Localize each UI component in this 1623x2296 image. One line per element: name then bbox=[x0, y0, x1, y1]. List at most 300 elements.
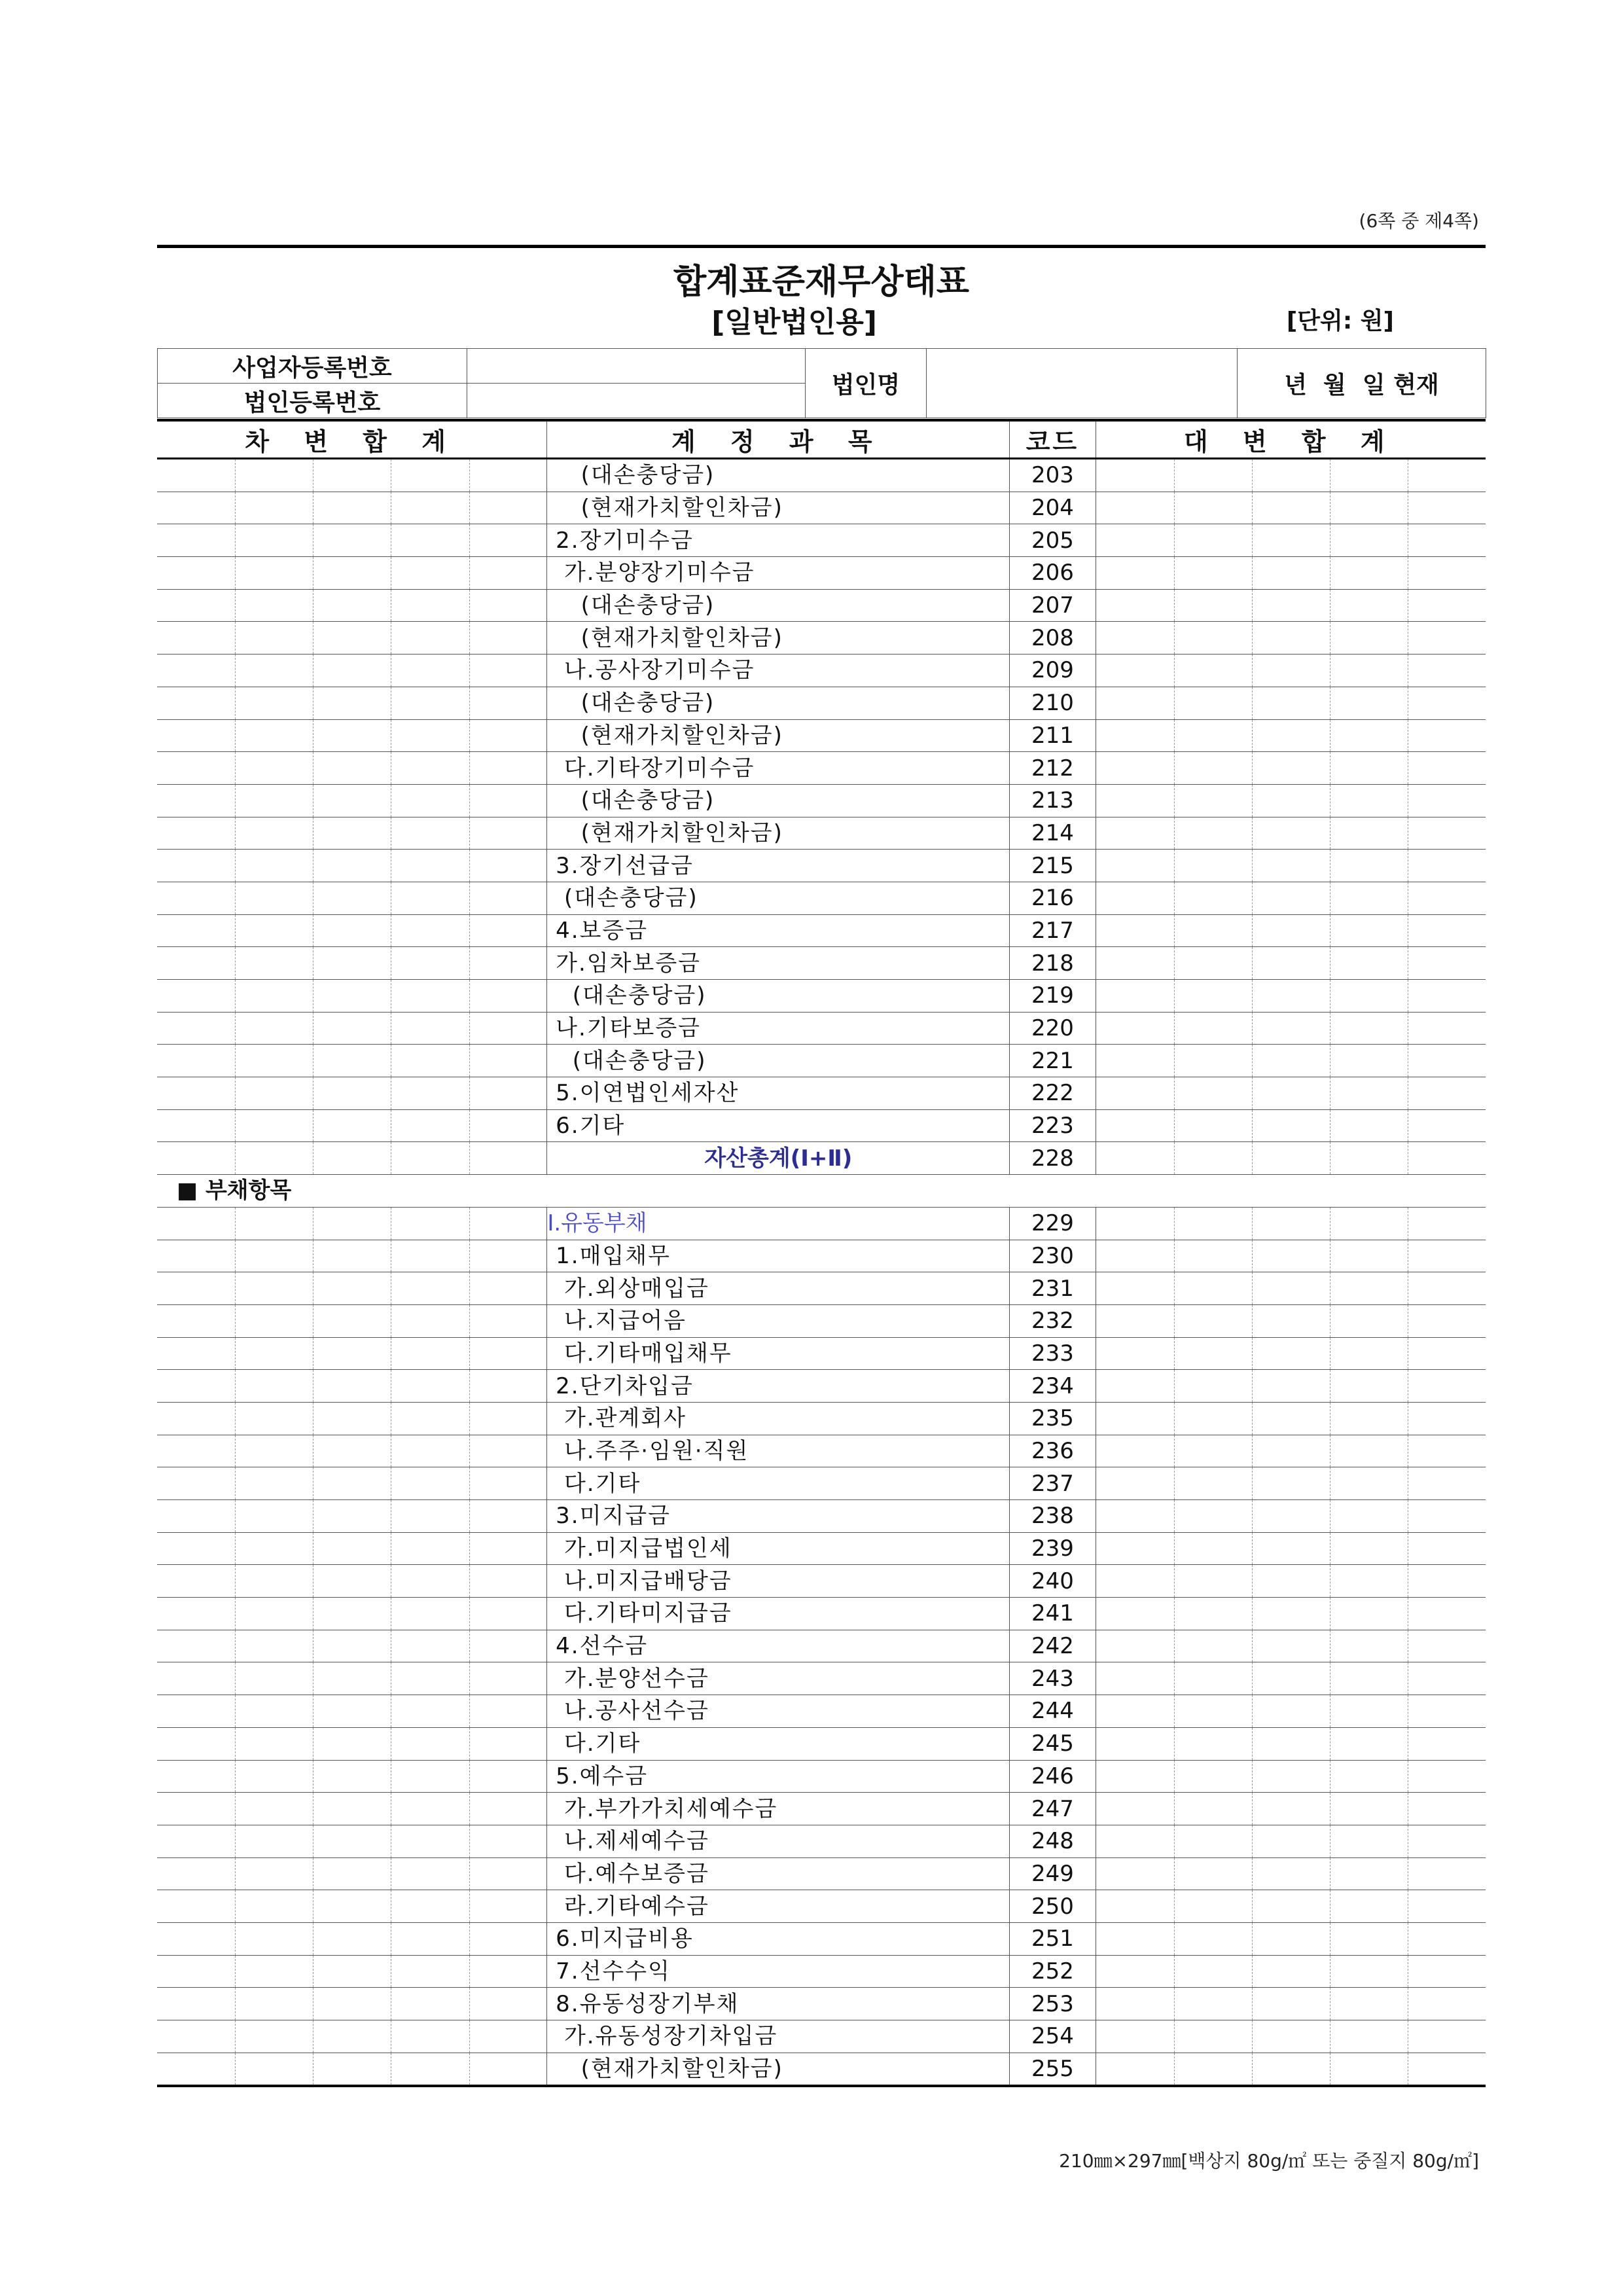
credit-amount-cell[interactable] bbox=[1330, 947, 1408, 980]
credit-amount-cell[interactable] bbox=[1174, 1727, 1252, 1760]
debit-amount-cell[interactable] bbox=[157, 817, 235, 850]
debit-amount-cell[interactable] bbox=[391, 1435, 470, 1467]
debit-amount-cell[interactable] bbox=[470, 1662, 547, 1695]
credit-amount-cell[interactable] bbox=[1174, 1304, 1252, 1337]
debit-amount-cell[interactable] bbox=[391, 1825, 470, 1857]
debit-amount-cell[interactable] bbox=[470, 1760, 547, 1793]
credit-amount-cell[interactable] bbox=[1408, 589, 1486, 622]
debit-amount-cell[interactable] bbox=[391, 1532, 470, 1565]
debit-amount-cell[interactable] bbox=[235, 2053, 313, 2086]
debit-amount-cell[interactable] bbox=[391, 1727, 470, 1760]
credit-amount-cell[interactable] bbox=[1096, 1207, 1174, 1240]
credit-amount-cell[interactable] bbox=[1096, 1662, 1174, 1695]
credit-amount-cell[interactable] bbox=[1096, 1857, 1174, 1890]
corp-name-value[interactable] bbox=[927, 349, 1238, 418]
debit-amount-cell[interactable] bbox=[157, 980, 235, 1013]
credit-amount-cell[interactable] bbox=[1174, 784, 1252, 817]
credit-amount-cell[interactable] bbox=[1096, 1825, 1174, 1857]
debit-amount-cell[interactable] bbox=[313, 589, 391, 622]
debit-amount-cell[interactable] bbox=[157, 557, 235, 590]
credit-amount-cell[interactable] bbox=[1408, 1565, 1486, 1598]
corp-reg-no-value[interactable] bbox=[467, 384, 806, 418]
debit-amount-cell[interactable] bbox=[235, 1240, 313, 1272]
credit-amount-cell[interactable] bbox=[1252, 1435, 1330, 1467]
credit-amount-cell[interactable] bbox=[1252, 882, 1330, 914]
debit-amount-cell[interactable] bbox=[313, 1793, 391, 1825]
credit-amount-cell[interactable] bbox=[1408, 1825, 1486, 1857]
debit-amount-cell[interactable] bbox=[313, 687, 391, 719]
debit-amount-cell[interactable] bbox=[235, 1370, 313, 1403]
credit-amount-cell[interactable] bbox=[1174, 1272, 1252, 1305]
credit-amount-cell[interactable] bbox=[1330, 1630, 1408, 1662]
credit-amount-cell[interactable] bbox=[1408, 1630, 1486, 1662]
credit-amount-cell[interactable] bbox=[1174, 850, 1252, 882]
credit-amount-cell[interactable] bbox=[1252, 1402, 1330, 1435]
debit-amount-cell[interactable] bbox=[391, 980, 470, 1013]
debit-amount-cell[interactable] bbox=[313, 752, 391, 785]
credit-amount-cell[interactable] bbox=[1252, 1988, 1330, 2020]
credit-amount-cell[interactable] bbox=[1408, 1662, 1486, 1695]
credit-amount-cell[interactable] bbox=[1174, 655, 1252, 687]
credit-amount-cell[interactable] bbox=[1252, 914, 1330, 947]
debit-amount-cell[interactable] bbox=[470, 687, 547, 719]
debit-amount-cell[interactable] bbox=[391, 524, 470, 557]
credit-amount-cell[interactable] bbox=[1408, 1077, 1486, 1110]
credit-amount-cell[interactable] bbox=[1252, 1890, 1330, 1923]
credit-amount-cell[interactable] bbox=[1330, 1760, 1408, 1793]
credit-amount-cell[interactable] bbox=[1174, 492, 1252, 524]
debit-amount-cell[interactable] bbox=[235, 1337, 313, 1370]
credit-amount-cell[interactable] bbox=[1096, 1598, 1174, 1630]
credit-amount-cell[interactable] bbox=[1408, 1793, 1486, 1825]
credit-amount-cell[interactable] bbox=[1252, 1825, 1330, 1857]
credit-amount-cell[interactable] bbox=[1174, 1337, 1252, 1370]
credit-amount-cell[interactable] bbox=[1174, 1532, 1252, 1565]
credit-amount-cell[interactable] bbox=[1408, 2020, 1486, 2053]
debit-amount-cell[interactable] bbox=[235, 1662, 313, 1695]
debit-amount-cell[interactable] bbox=[470, 1922, 547, 1955]
debit-amount-cell[interactable] bbox=[391, 1922, 470, 1955]
debit-amount-cell[interactable] bbox=[313, 1532, 391, 1565]
credit-amount-cell[interactable] bbox=[1174, 1045, 1252, 1077]
debit-amount-cell[interactable] bbox=[235, 1760, 313, 1793]
credit-amount-cell[interactable] bbox=[1408, 1955, 1486, 1988]
credit-amount-cell[interactable] bbox=[1096, 557, 1174, 590]
debit-amount-cell[interactable] bbox=[235, 2020, 313, 2053]
credit-amount-cell[interactable] bbox=[1096, 1435, 1174, 1467]
credit-amount-cell[interactable] bbox=[1330, 1988, 1408, 2020]
credit-amount-cell[interactable] bbox=[1174, 1955, 1252, 1988]
credit-amount-cell[interactable] bbox=[1330, 1012, 1408, 1045]
credit-amount-cell[interactable] bbox=[1330, 1467, 1408, 1500]
credit-amount-cell[interactable] bbox=[1252, 1109, 1330, 1142]
credit-amount-cell[interactable] bbox=[1330, 557, 1408, 590]
debit-amount-cell[interactable] bbox=[157, 1240, 235, 1272]
credit-amount-cell[interactable] bbox=[1330, 1142, 1408, 1175]
credit-amount-cell[interactable] bbox=[1174, 947, 1252, 980]
credit-amount-cell[interactable] bbox=[1408, 1304, 1486, 1337]
debit-amount-cell[interactable] bbox=[235, 1695, 313, 1728]
credit-amount-cell[interactable] bbox=[1096, 1727, 1174, 1760]
credit-amount-cell[interactable] bbox=[1096, 655, 1174, 687]
credit-amount-cell[interactable] bbox=[1096, 1760, 1174, 1793]
credit-amount-cell[interactable] bbox=[1408, 557, 1486, 590]
credit-amount-cell[interactable] bbox=[1408, 1532, 1486, 1565]
debit-amount-cell[interactable] bbox=[470, 492, 547, 524]
credit-amount-cell[interactable] bbox=[1096, 1467, 1174, 1500]
credit-amount-cell[interactable] bbox=[1252, 1207, 1330, 1240]
debit-amount-cell[interactable] bbox=[470, 850, 547, 882]
credit-amount-cell[interactable] bbox=[1330, 655, 1408, 687]
debit-amount-cell[interactable] bbox=[470, 459, 547, 492]
debit-amount-cell[interactable] bbox=[470, 1598, 547, 1630]
credit-amount-cell[interactable] bbox=[1174, 1435, 1252, 1467]
credit-amount-cell[interactable] bbox=[1174, 719, 1252, 752]
credit-amount-cell[interactable] bbox=[1174, 1760, 1252, 1793]
credit-amount-cell[interactable] bbox=[1408, 2053, 1486, 2086]
credit-amount-cell[interactable] bbox=[1408, 687, 1486, 719]
debit-amount-cell[interactable] bbox=[391, 1500, 470, 1533]
debit-amount-cell[interactable] bbox=[157, 1565, 235, 1598]
debit-amount-cell[interactable] bbox=[157, 1890, 235, 1923]
debit-amount-cell[interactable] bbox=[391, 1662, 470, 1695]
credit-amount-cell[interactable] bbox=[1174, 1565, 1252, 1598]
credit-amount-cell[interactable] bbox=[1330, 1240, 1408, 1272]
debit-amount-cell[interactable] bbox=[157, 719, 235, 752]
debit-amount-cell[interactable] bbox=[313, 622, 391, 655]
debit-amount-cell[interactable] bbox=[157, 914, 235, 947]
debit-amount-cell[interactable] bbox=[157, 1402, 235, 1435]
debit-amount-cell[interactable] bbox=[157, 2053, 235, 2086]
debit-amount-cell[interactable] bbox=[235, 1402, 313, 1435]
debit-amount-cell[interactable] bbox=[235, 1532, 313, 1565]
credit-amount-cell[interactable] bbox=[1330, 622, 1408, 655]
debit-amount-cell[interactable] bbox=[470, 882, 547, 914]
debit-amount-cell[interactable] bbox=[470, 1142, 547, 1175]
credit-amount-cell[interactable] bbox=[1408, 1402, 1486, 1435]
credit-amount-cell[interactable] bbox=[1408, 980, 1486, 1013]
credit-amount-cell[interactable] bbox=[1096, 622, 1174, 655]
credit-amount-cell[interactable] bbox=[1252, 1598, 1330, 1630]
credit-amount-cell[interactable] bbox=[1330, 1857, 1408, 1890]
credit-amount-cell[interactable] bbox=[1174, 1207, 1252, 1240]
credit-amount-cell[interactable] bbox=[1330, 1207, 1408, 1240]
credit-amount-cell[interactable] bbox=[1174, 687, 1252, 719]
credit-amount-cell[interactable] bbox=[1174, 914, 1252, 947]
credit-amount-cell[interactable] bbox=[1096, 2053, 1174, 2086]
as-of-date[interactable]: 년 월 일 현재 bbox=[1238, 349, 1486, 418]
credit-amount-cell[interactable] bbox=[1330, 1727, 1408, 1760]
debit-amount-cell[interactable] bbox=[313, 557, 391, 590]
credit-amount-cell[interactable] bbox=[1408, 459, 1486, 492]
debit-amount-cell[interactable] bbox=[470, 1012, 547, 1045]
credit-amount-cell[interactable] bbox=[1096, 2020, 1174, 2053]
credit-amount-cell[interactable] bbox=[1096, 687, 1174, 719]
debit-amount-cell[interactable] bbox=[391, 687, 470, 719]
credit-amount-cell[interactable] bbox=[1096, 492, 1174, 524]
credit-amount-cell[interactable] bbox=[1330, 492, 1408, 524]
debit-amount-cell[interactable] bbox=[470, 557, 547, 590]
credit-amount-cell[interactable] bbox=[1408, 1695, 1486, 1728]
debit-amount-cell[interactable] bbox=[470, 1240, 547, 1272]
credit-amount-cell[interactable] bbox=[1096, 1890, 1174, 1923]
debit-amount-cell[interactable] bbox=[157, 1857, 235, 1890]
credit-amount-cell[interactable] bbox=[1252, 947, 1330, 980]
debit-amount-cell[interactable] bbox=[470, 622, 547, 655]
credit-amount-cell[interactable] bbox=[1252, 1337, 1330, 1370]
debit-amount-cell[interactable] bbox=[391, 1045, 470, 1077]
credit-amount-cell[interactable] bbox=[1408, 655, 1486, 687]
debit-amount-cell[interactable] bbox=[391, 1109, 470, 1142]
credit-amount-cell[interactable] bbox=[1330, 1402, 1408, 1435]
credit-amount-cell[interactable] bbox=[1096, 1922, 1174, 1955]
credit-amount-cell[interactable] bbox=[1174, 524, 1252, 557]
credit-amount-cell[interactable] bbox=[1408, 524, 1486, 557]
debit-amount-cell[interactable] bbox=[157, 1142, 235, 1175]
credit-amount-cell[interactable] bbox=[1252, 1500, 1330, 1533]
debit-amount-cell[interactable] bbox=[157, 1988, 235, 2020]
debit-amount-cell[interactable] bbox=[470, 1825, 547, 1857]
credit-amount-cell[interactable] bbox=[1174, 2053, 1252, 2086]
debit-amount-cell[interactable] bbox=[391, 557, 470, 590]
debit-amount-cell[interactable] bbox=[470, 589, 547, 622]
debit-amount-cell[interactable] bbox=[157, 622, 235, 655]
debit-amount-cell[interactable] bbox=[470, 1500, 547, 1533]
credit-amount-cell[interactable] bbox=[1408, 1012, 1486, 1045]
debit-amount-cell[interactable] bbox=[235, 1304, 313, 1337]
debit-amount-cell[interactable] bbox=[313, 1955, 391, 1988]
credit-amount-cell[interactable] bbox=[1252, 1142, 1330, 1175]
credit-amount-cell[interactable] bbox=[1096, 1012, 1174, 1045]
debit-amount-cell[interactable] bbox=[235, 1077, 313, 1110]
credit-amount-cell[interactable] bbox=[1408, 784, 1486, 817]
credit-amount-cell[interactable] bbox=[1252, 459, 1330, 492]
debit-amount-cell[interactable] bbox=[470, 1402, 547, 1435]
debit-amount-cell[interactable] bbox=[313, 2020, 391, 2053]
credit-amount-cell[interactable] bbox=[1174, 1142, 1252, 1175]
debit-amount-cell[interactable] bbox=[391, 2053, 470, 2086]
debit-amount-cell[interactable] bbox=[313, 1922, 391, 1955]
credit-amount-cell[interactable] bbox=[1174, 557, 1252, 590]
debit-amount-cell[interactable] bbox=[391, 1207, 470, 1240]
debit-amount-cell[interactable] bbox=[157, 589, 235, 622]
credit-amount-cell[interactable] bbox=[1096, 1532, 1174, 1565]
debit-amount-cell[interactable] bbox=[470, 1435, 547, 1467]
debit-amount-cell[interactable] bbox=[391, 1695, 470, 1728]
credit-amount-cell[interactable] bbox=[1330, 882, 1408, 914]
credit-amount-cell[interactable] bbox=[1252, 1630, 1330, 1662]
credit-amount-cell[interactable] bbox=[1096, 524, 1174, 557]
credit-amount-cell[interactable] bbox=[1408, 1500, 1486, 1533]
credit-amount-cell[interactable] bbox=[1408, 1207, 1486, 1240]
debit-amount-cell[interactable] bbox=[157, 1662, 235, 1695]
credit-amount-cell[interactable] bbox=[1252, 1240, 1330, 1272]
credit-amount-cell[interactable] bbox=[1252, 1532, 1330, 1565]
debit-amount-cell[interactable] bbox=[470, 1045, 547, 1077]
debit-amount-cell[interactable] bbox=[313, 1272, 391, 1305]
credit-amount-cell[interactable] bbox=[1408, 1857, 1486, 1890]
debit-amount-cell[interactable] bbox=[157, 1109, 235, 1142]
credit-amount-cell[interactable] bbox=[1330, 980, 1408, 1013]
debit-amount-cell[interactable] bbox=[157, 459, 235, 492]
credit-amount-cell[interactable] bbox=[1330, 1500, 1408, 1533]
credit-amount-cell[interactable] bbox=[1174, 1857, 1252, 1890]
debit-amount-cell[interactable] bbox=[157, 1045, 235, 1077]
credit-amount-cell[interactable] bbox=[1408, 1142, 1486, 1175]
debit-amount-cell[interactable] bbox=[391, 1890, 470, 1923]
credit-amount-cell[interactable] bbox=[1408, 817, 1486, 850]
credit-amount-cell[interactable] bbox=[1330, 687, 1408, 719]
debit-amount-cell[interactable] bbox=[235, 1045, 313, 1077]
credit-amount-cell[interactable] bbox=[1096, 850, 1174, 882]
debit-amount-cell[interactable] bbox=[313, 1565, 391, 1598]
credit-amount-cell[interactable] bbox=[1408, 622, 1486, 655]
credit-amount-cell[interactable] bbox=[1174, 980, 1252, 1013]
debit-amount-cell[interactable] bbox=[157, 1598, 235, 1630]
debit-amount-cell[interactable] bbox=[313, 1825, 391, 1857]
credit-amount-cell[interactable] bbox=[1330, 752, 1408, 785]
credit-amount-cell[interactable] bbox=[1408, 1922, 1486, 1955]
debit-amount-cell[interactable] bbox=[235, 459, 313, 492]
credit-amount-cell[interactable] bbox=[1096, 914, 1174, 947]
credit-amount-cell[interactable] bbox=[1330, 589, 1408, 622]
debit-amount-cell[interactable] bbox=[157, 1793, 235, 1825]
debit-amount-cell[interactable] bbox=[313, 1045, 391, 1077]
credit-amount-cell[interactable] bbox=[1252, 687, 1330, 719]
debit-amount-cell[interactable] bbox=[391, 947, 470, 980]
debit-amount-cell[interactable] bbox=[470, 947, 547, 980]
debit-amount-cell[interactable] bbox=[157, 850, 235, 882]
debit-amount-cell[interactable] bbox=[470, 1727, 547, 1760]
debit-amount-cell[interactable] bbox=[313, 1370, 391, 1403]
debit-amount-cell[interactable] bbox=[157, 2020, 235, 2053]
credit-amount-cell[interactable] bbox=[1096, 1045, 1174, 1077]
debit-amount-cell[interactable] bbox=[157, 1012, 235, 1045]
debit-amount-cell[interactable] bbox=[313, 1012, 391, 1045]
debit-amount-cell[interactable] bbox=[313, 914, 391, 947]
debit-amount-cell[interactable] bbox=[157, 1532, 235, 1565]
debit-amount-cell[interactable] bbox=[470, 1272, 547, 1305]
credit-amount-cell[interactable] bbox=[1096, 1955, 1174, 1988]
debit-amount-cell[interactable] bbox=[391, 1598, 470, 1630]
debit-amount-cell[interactable] bbox=[470, 817, 547, 850]
debit-amount-cell[interactable] bbox=[391, 1402, 470, 1435]
debit-amount-cell[interactable] bbox=[313, 1988, 391, 2020]
debit-amount-cell[interactable] bbox=[313, 1402, 391, 1435]
debit-amount-cell[interactable] bbox=[157, 687, 235, 719]
credit-amount-cell[interactable] bbox=[1174, 1240, 1252, 1272]
credit-amount-cell[interactable] bbox=[1252, 655, 1330, 687]
debit-amount-cell[interactable] bbox=[235, 1012, 313, 1045]
credit-amount-cell[interactable] bbox=[1096, 1630, 1174, 1662]
credit-amount-cell[interactable] bbox=[1330, 2020, 1408, 2053]
debit-amount-cell[interactable] bbox=[157, 1630, 235, 1662]
debit-amount-cell[interactable] bbox=[470, 752, 547, 785]
debit-amount-cell[interactable] bbox=[313, 1630, 391, 1662]
credit-amount-cell[interactable] bbox=[1252, 2020, 1330, 2053]
debit-amount-cell[interactable] bbox=[313, 1727, 391, 1760]
debit-amount-cell[interactable] bbox=[470, 1370, 547, 1403]
credit-amount-cell[interactable] bbox=[1096, 980, 1174, 1013]
debit-amount-cell[interactable] bbox=[235, 1890, 313, 1923]
credit-amount-cell[interactable] bbox=[1330, 1598, 1408, 1630]
credit-amount-cell[interactable] bbox=[1408, 492, 1486, 524]
debit-amount-cell[interactable] bbox=[157, 1337, 235, 1370]
debit-amount-cell[interactable] bbox=[313, 1467, 391, 1500]
debit-amount-cell[interactable] bbox=[313, 524, 391, 557]
debit-amount-cell[interactable] bbox=[313, 817, 391, 850]
debit-amount-cell[interactable] bbox=[391, 1467, 470, 1500]
credit-amount-cell[interactable] bbox=[1096, 784, 1174, 817]
debit-amount-cell[interactable] bbox=[157, 1435, 235, 1467]
debit-amount-cell[interactable] bbox=[235, 1467, 313, 1500]
debit-amount-cell[interactable] bbox=[313, 1662, 391, 1695]
debit-amount-cell[interactable] bbox=[235, 1500, 313, 1533]
credit-amount-cell[interactable] bbox=[1096, 1565, 1174, 1598]
debit-amount-cell[interactable] bbox=[235, 1857, 313, 1890]
credit-amount-cell[interactable] bbox=[1330, 1565, 1408, 1598]
credit-amount-cell[interactable] bbox=[1330, 1662, 1408, 1695]
debit-amount-cell[interactable] bbox=[391, 655, 470, 687]
credit-amount-cell[interactable] bbox=[1174, 1922, 1252, 1955]
credit-amount-cell[interactable] bbox=[1252, 850, 1330, 882]
credit-amount-cell[interactable] bbox=[1096, 1500, 1174, 1533]
credit-amount-cell[interactable] bbox=[1252, 1077, 1330, 1110]
credit-amount-cell[interactable] bbox=[1096, 817, 1174, 850]
debit-amount-cell[interactable] bbox=[391, 622, 470, 655]
debit-amount-cell[interactable] bbox=[391, 1988, 470, 2020]
credit-amount-cell[interactable] bbox=[1408, 882, 1486, 914]
credit-amount-cell[interactable] bbox=[1174, 1012, 1252, 1045]
debit-amount-cell[interactable] bbox=[235, 1142, 313, 1175]
credit-amount-cell[interactable] bbox=[1408, 1467, 1486, 1500]
credit-amount-cell[interactable] bbox=[1330, 1109, 1408, 1142]
credit-amount-cell[interactable] bbox=[1408, 1337, 1486, 1370]
debit-amount-cell[interactable] bbox=[391, 1272, 470, 1305]
debit-amount-cell[interactable] bbox=[470, 980, 547, 1013]
debit-amount-cell[interactable] bbox=[391, 1077, 470, 1110]
credit-amount-cell[interactable] bbox=[1252, 1955, 1330, 1988]
debit-amount-cell[interactable] bbox=[235, 980, 313, 1013]
credit-amount-cell[interactable] bbox=[1096, 1109, 1174, 1142]
credit-amount-cell[interactable] bbox=[1408, 1435, 1486, 1467]
debit-amount-cell[interactable] bbox=[391, 882, 470, 914]
credit-amount-cell[interactable] bbox=[1096, 947, 1174, 980]
credit-amount-cell[interactable] bbox=[1252, 719, 1330, 752]
credit-amount-cell[interactable] bbox=[1174, 1988, 1252, 2020]
credit-amount-cell[interactable] bbox=[1408, 914, 1486, 947]
credit-amount-cell[interactable] bbox=[1330, 1825, 1408, 1857]
debit-amount-cell[interactable] bbox=[235, 1109, 313, 1142]
debit-amount-cell[interactable] bbox=[235, 492, 313, 524]
debit-amount-cell[interactable] bbox=[313, 1077, 391, 1110]
credit-amount-cell[interactable] bbox=[1408, 1727, 1486, 1760]
debit-amount-cell[interactable] bbox=[235, 1825, 313, 1857]
debit-amount-cell[interactable] bbox=[235, 784, 313, 817]
debit-amount-cell[interactable] bbox=[235, 1565, 313, 1598]
credit-amount-cell[interactable] bbox=[1408, 1045, 1486, 1077]
debit-amount-cell[interactable] bbox=[313, 1500, 391, 1533]
debit-amount-cell[interactable] bbox=[235, 1272, 313, 1305]
credit-amount-cell[interactable] bbox=[1096, 719, 1174, 752]
debit-amount-cell[interactable] bbox=[235, 1630, 313, 1662]
debit-amount-cell[interactable] bbox=[313, 784, 391, 817]
credit-amount-cell[interactable] bbox=[1252, 492, 1330, 524]
credit-amount-cell[interactable] bbox=[1252, 1662, 1330, 1695]
debit-amount-cell[interactable] bbox=[391, 1760, 470, 1793]
debit-amount-cell[interactable] bbox=[391, 1337, 470, 1370]
credit-amount-cell[interactable] bbox=[1252, 589, 1330, 622]
